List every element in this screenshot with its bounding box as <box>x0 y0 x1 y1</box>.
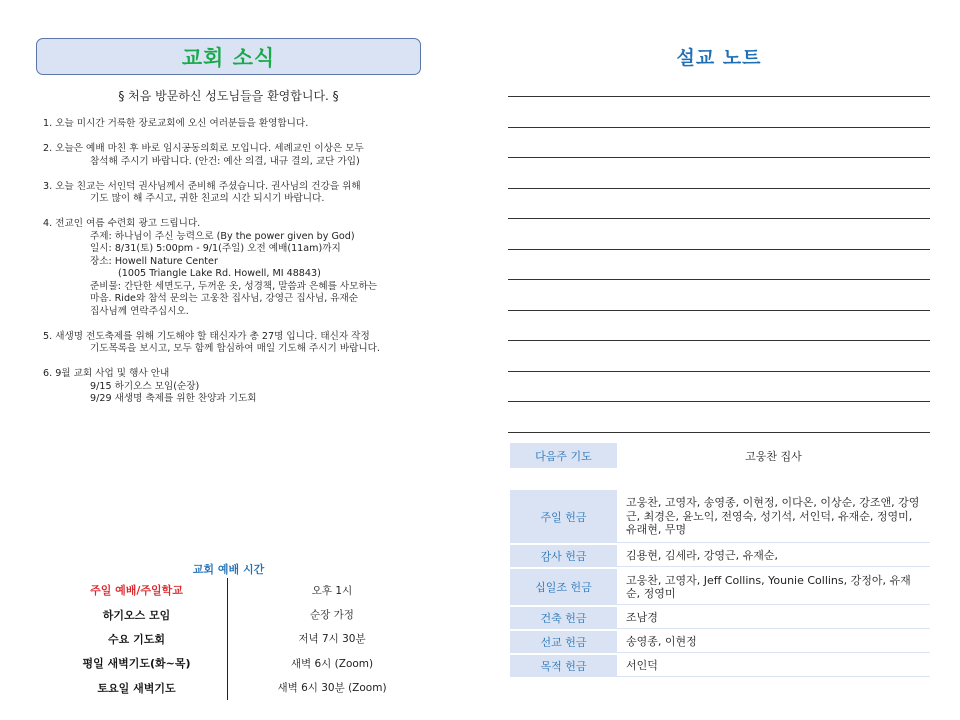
schedule-time: 오후 1시 <box>227 578 436 602</box>
news-title: 교회 소식 <box>181 45 276 70</box>
schedule-row <box>46 676 436 700</box>
schedule-time: 새벽 6시 30분 (Zoom) <box>227 676 436 700</box>
schedule-title: 교회 예배 시간 <box>192 563 265 576</box>
offering-names: 서인덕 <box>617 655 930 677</box>
offering-row <box>510 569 930 605</box>
schedule-row <box>46 627 436 651</box>
announcements <box>43 118 443 418</box>
offering-row <box>510 655 930 677</box>
offering-names: 고웅찬, 고영자, 송영종, 이현정, 이다온, 이상순, 강조앤, 강영근, 최경은, 윤노익, 전영숙, 성기석, 서인덕, 유재순, 정영미, 유래현, 무명 <box>617 490 930 543</box>
next-week-prayer <box>510 443 930 468</box>
note-line <box>508 249 930 250</box>
announcement-3: 3. 오늘 친교는 서인덕 권사님께서 준비해 주셨습니다. 권사님의 건강을 위해 기도 많이 해 주시고, 귀한 친교의 시간 되시기 바랍니다. <box>43 180 361 204</box>
note-line <box>508 432 930 433</box>
notes-title: 설교 노트 <box>676 47 762 69</box>
prayer-label: 다음주 기도 <box>510 443 617 468</box>
announcement-5: 5. 새생명 전도축제를 위해 기도해야 할 태신자가 총 27명 입니다. 태신자 작정 기도목록을 보시고, 모두 함께 합심하여 매일 기도해 주시기 바랍니다. <box>43 330 380 354</box>
offering-row <box>510 490 930 543</box>
schedule-label: 주일 예배/주일학교 <box>90 584 183 598</box>
schedule-row <box>46 602 436 626</box>
offering-names: 고웅찬, 고영자, Jeff Collins, Younie Collins, 강정아, 유재순, 정영미 <box>617 569 930 605</box>
schedule-row <box>46 578 436 602</box>
announcement-2: 2. 오늘은 예배 마친 후 바로 임시공동의회로 모입니다. 세례교인 이상은 모두 참석해 주시기 바랍니다. (안건: 예산 의결, 내규 결의, 교단 가입) <box>43 143 364 167</box>
schedule-table <box>46 578 436 700</box>
offering-label: 십일조 헌금 <box>510 569 617 605</box>
schedule-row <box>46 651 436 675</box>
note-line <box>508 188 930 189</box>
note-line <box>508 310 930 311</box>
notes-lines[interactable] <box>508 0 930 440</box>
offering-row <box>510 631 930 653</box>
note-line <box>508 340 930 341</box>
schedule-label: 수요 기도회 <box>108 632 165 646</box>
prayer-name: 고웅찬 집사 <box>745 449 802 463</box>
offering-row <box>510 545 930 567</box>
offering-label: 주일 헌금 <box>510 490 617 543</box>
offering-label: 건축 헌금 <box>510 607 617 629</box>
schedule-label: 토요일 새벽기도 <box>97 681 176 695</box>
offering-label: 선교 헌금 <box>510 631 617 653</box>
announcement-1: 1. 오늘 미시간 거룩한 장로교회에 오신 여러분들을 환영합니다. <box>43 118 309 129</box>
schedule-time: 새벽 6시 (Zoom) <box>227 651 436 675</box>
note-line <box>508 127 930 128</box>
note-line <box>508 279 930 280</box>
note-line <box>508 157 930 158</box>
note-line <box>508 401 930 402</box>
note-line <box>508 371 930 372</box>
offering-label: 목적 헌금 <box>510 655 617 677</box>
schedule-time: 순장 가정 <box>227 602 436 626</box>
offering-row <box>510 607 930 629</box>
offering-label: 감사 헌금 <box>510 545 617 567</box>
schedule-time: 저녁 7시 30분 <box>227 627 436 651</box>
note-line <box>508 218 930 219</box>
schedule-label: 하기오스 모임 <box>102 608 171 622</box>
news-header <box>36 38 421 75</box>
offerings-table <box>510 490 930 679</box>
announcement-6: 6. 9월 교회 사업 및 행사 안내 9/15 하기오스 모임(순장) 9/29 새생명 축제를 위한 찬양과 기도회 <box>43 368 257 404</box>
offering-names: 송영종, 이현정 <box>617 631 930 653</box>
offering-names: 조남경 <box>617 607 930 629</box>
welcome-message: § 처음 방문하신 성도님들을 환영합니다. § <box>118 89 339 103</box>
announcement-4: 4. 전교인 여름 수련회 광고 드립니다. 주제: 하나님이 주신 능력으로 (By the power given by God) 일시: 8/31(토) 5:00pm - 9/1(주일) 오전 예배(11am)까지 장소: Howell Nature Center (1005 Triangle Lake Rd. Howell, MI 48843) 준비물: 간단한 세면도구, 두꺼운 옷, 성경책, 말씀과 은혜를 사모하는 마음. Ride와 참석 문의는 고웅찬 집사님, 강영근 집사님, 유재순 집사님께 연락주십시오. <box>43 218 378 317</box>
note-line <box>508 96 930 97</box>
offering-names: 김용현, 김세라, 강영근, 유재순, <box>617 545 930 567</box>
schedule-label: 평일 새벽기도(화~목) <box>82 657 191 671</box>
